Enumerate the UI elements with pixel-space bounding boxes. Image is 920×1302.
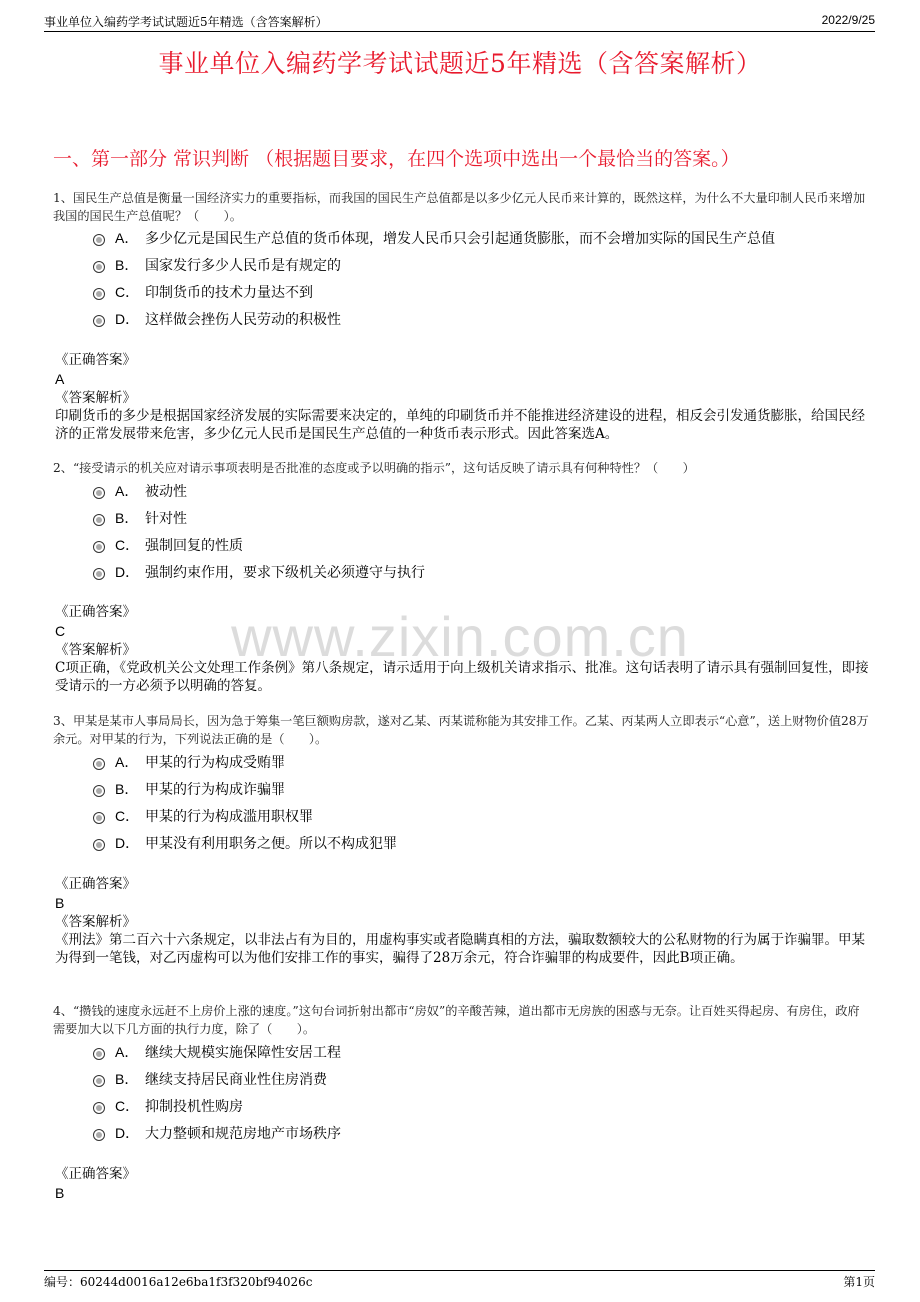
option-text: 抑制投机性购房 xyxy=(145,1099,243,1115)
option-text: 继续支持居民商业性住房消费 xyxy=(145,1072,327,1088)
answer-value: B xyxy=(55,895,65,911)
radio-icon[interactable] xyxy=(93,785,105,797)
question-text: 3、甲某是某市人事局局长，因为急于筹集一笔巨额购房款，遂对乙某、丙某谎称能为其安排工作。乙某、丙某两人立即表示“心意”，送上财物价值28万余元。对甲某的行为，下列说法正确的是（ ）。 xyxy=(53,714,869,746)
radio-icon[interactable] xyxy=(93,514,105,526)
option-letter: C． xyxy=(115,1098,140,1114)
option-text: 甲某的行为构成受贿罪 xyxy=(145,755,285,771)
option-c[interactable] xyxy=(93,283,313,302)
answer-value: C xyxy=(55,623,66,639)
answer-label: 《正确答案》 xyxy=(55,1166,136,1182)
option-d[interactable] xyxy=(93,834,397,853)
option-letter: D． xyxy=(115,1125,140,1141)
answer-label: 《正确答案》 xyxy=(55,352,136,368)
option-text: 针对性 xyxy=(145,511,187,527)
explanation-text: 印刷货币的多少是根据国家经济发展的实际需要来决定的，单纯的印刷货币并不能推进经济建设的进程，相反会引发通货膨胀，给国民经济的正常发展带来危害，多少亿元人民币是国民生产总值的一种货币表示形式。因此答案选A。 xyxy=(55,408,865,442)
option-d[interactable] xyxy=(93,310,341,329)
radio-icon[interactable] xyxy=(93,1102,105,1114)
explanation-label: 《答案解析》 xyxy=(55,914,136,930)
option-a[interactable] xyxy=(93,482,187,501)
option-letter: A． xyxy=(115,483,139,499)
option-letter: A． xyxy=(115,754,139,770)
option-c[interactable] xyxy=(93,1097,243,1116)
option-text: 强制回复的性质 xyxy=(145,538,243,554)
radio-icon[interactable] xyxy=(93,487,105,499)
option-letter: D． xyxy=(115,564,140,580)
radio-icon[interactable] xyxy=(93,758,105,770)
option-b[interactable] xyxy=(93,509,187,528)
option-text: 甲某的行为构成滥用职权罪 xyxy=(145,809,313,825)
option-text: 甲某的行为构成诈骗罪 xyxy=(145,782,285,798)
option-text: 多少亿元是国民生产总值的货币体现，增发人民币只会引起通货膨胀，而不会增加实际的国民生产总值 xyxy=(145,231,775,247)
radio-icon[interactable] xyxy=(93,568,105,580)
document-id: 编号：60244d0016a12e6ba1f3f320bf94026c xyxy=(44,1275,313,1289)
footer-divider xyxy=(44,1270,875,1271)
radio-icon[interactable] xyxy=(93,261,105,273)
question-text: 1、国民生产总值是衡量一国经济实力的重要指标，而我国的国民生产总值都是以多少亿元人民币来计算的，既然这样，为什么不大量印制人民币来增加我国的国民生产总值呢？（ ）。 xyxy=(53,191,866,223)
option-a[interactable] xyxy=(93,229,775,248)
option-text: 大力整顿和规范房地产市场秩序 xyxy=(145,1126,341,1142)
option-text: 强制约束作用，要求下级机关必须遵守与执行 xyxy=(145,565,425,581)
explanation-text: 《刑法》第二百六十六条规定，以非法占有为目的，用虚构事实或者隐瞒真相的方法，骗取数额较大的公私财物的行为属于诈骗罪。甲某为得到一笔钱，对乙丙虚构可以为他们安排工作的事实，骗得了28万余元，符合诈骗罪的构成要件，因此B项正确。 xyxy=(55,932,865,966)
option-letter: A． xyxy=(115,1044,139,1060)
radio-icon[interactable] xyxy=(93,234,105,246)
option-letter: D． xyxy=(115,311,140,327)
option-letter: C． xyxy=(115,537,140,553)
answer-value: B xyxy=(55,1185,65,1201)
radio-icon[interactable] xyxy=(93,541,105,553)
option-b[interactable] xyxy=(93,780,285,799)
explanation-text: C项正确，《党政机关公文处理工作条例》第八条规定，请示适用于向上级机关请求指示、批准。这句话表明了请示具有强制回复性，即接受请示的一方必须予以明确的答复。 xyxy=(55,660,869,694)
option-letter: B． xyxy=(115,781,139,797)
question-text: 2、“接受请示的机关应对请示事项表明是否批准的态度或予以明确的指示”，这句话反映了请示具有何种特性？（ ） xyxy=(53,461,695,475)
radio-icon[interactable] xyxy=(93,812,105,824)
option-text: 被动性 xyxy=(145,484,187,500)
page-number: 第1页 xyxy=(843,1275,875,1289)
radio-icon[interactable] xyxy=(93,1075,105,1087)
section-heading: 一、第一部分 常识判断 （根据题目要求，在四个选项中选出一个最恰当的答案。） xyxy=(53,148,740,170)
option-letter: B． xyxy=(115,257,139,273)
option-text: 继续大规模实施保障性安居工程 xyxy=(145,1045,341,1061)
header-divider xyxy=(44,31,875,32)
radio-icon[interactable] xyxy=(93,1129,105,1141)
option-letter: B． xyxy=(115,1071,139,1087)
option-text: 甲某没有利用职务之便。所以不构成犯罪 xyxy=(145,836,397,852)
option-d[interactable] xyxy=(93,563,425,582)
answer-value: A xyxy=(55,371,65,387)
document-title: 事业单位入编药学考试试题近5年精选（含答案解析） xyxy=(158,49,762,78)
radio-icon[interactable] xyxy=(93,1048,105,1060)
page-header-date: 2022/9/25 xyxy=(821,13,875,27)
option-letter: D． xyxy=(115,835,140,851)
explanation-label: 《答案解析》 xyxy=(55,642,136,658)
question-text: 4、“攒钱的速度永远赶不上房价上涨的速度。”这句台词折射出都市“房奴”的辛酸苦辣，道出都市无房族的困惑与无奈。让百姓买得起房、有房住，政府需要加大以下几方面的执行力度，除了（ ）。 xyxy=(53,1004,860,1036)
option-b[interactable] xyxy=(93,1070,327,1089)
radio-icon[interactable] xyxy=(93,288,105,300)
radio-icon[interactable] xyxy=(93,839,105,851)
radio-icon[interactable] xyxy=(93,315,105,327)
option-text: 国家发行多少人民币是有规定的 xyxy=(145,258,341,274)
answer-label: 《正确答案》 xyxy=(55,604,136,620)
option-c[interactable] xyxy=(93,536,243,555)
option-d[interactable] xyxy=(93,1124,341,1143)
option-b[interactable] xyxy=(93,256,341,275)
option-letter: C． xyxy=(115,284,140,300)
option-a[interactable] xyxy=(93,753,285,772)
answer-label: 《正确答案》 xyxy=(55,876,136,892)
explanation-label: 《答案解析》 xyxy=(55,390,136,406)
option-text: 这样做会挫伤人民劳动的积极性 xyxy=(145,312,341,328)
option-letter: A． xyxy=(115,230,139,246)
option-c[interactable] xyxy=(93,807,313,826)
watermark: www.zixin.com.cn xyxy=(231,605,689,668)
option-letter: B． xyxy=(115,510,139,526)
option-a[interactable] xyxy=(93,1043,341,1062)
option-letter: C． xyxy=(115,808,140,824)
option-text: 印制货币的技术力量达不到 xyxy=(145,285,313,301)
page-header-left: 事业单位入编药学考试试题近5年精选（含答案解析） xyxy=(44,15,328,29)
